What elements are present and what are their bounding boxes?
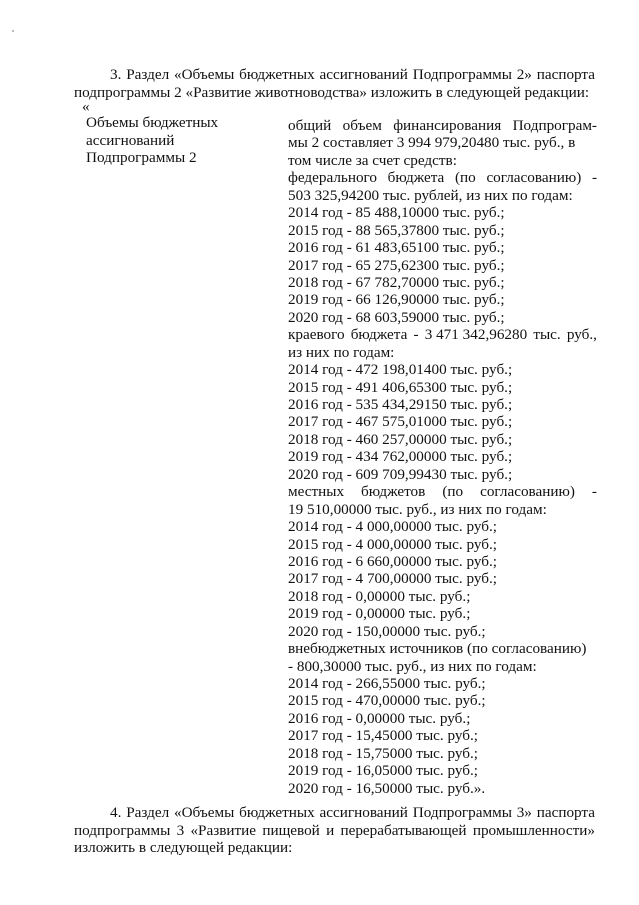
local-year-row: 2014 год - 4 000,00000 тыс. руб.;	[288, 518, 497, 536]
local-year-row: 2017 год - 4 700,00000 тыс. руб.;	[288, 570, 497, 588]
regional-year-row: 2019 год - 434 762,00000 тыс. руб.;	[288, 448, 513, 466]
general-volume-line-2: мы 2 составляет 3 994 979,20480 тыс. руб., в	[288, 134, 576, 152]
word: 3 471 342,96280	[424, 326, 528, 344]
section-3-intro-text: 3. Раздел «Объемы бюджетных ассигнований Подпрограммы 2» паспорта подпрограммы 2 «Развитие животноводства» изложить в следующей редакции:	[74, 66, 595, 101]
budget-label-line: Объемы бюджетных	[86, 114, 219, 131]
word: тыс.	[533, 326, 561, 344]
regional-year-row: 2018 год - 460 257,00000 тыс. руб.;	[288, 430, 513, 448]
word: (по	[442, 483, 464, 501]
extrabudget-year-row: 2014 год - 266,55000 тыс. руб.;	[288, 675, 486, 692]
scan-speck	[12, 30, 14, 32]
federal-year-row: 2017 год - 65 275,62300 тыс. руб.;	[288, 256, 505, 274]
local-budget-line-1	[288, 483, 597, 500]
word: -	[591, 169, 597, 187]
federal-budget-line-2: 503 325,94200 тыс. рублей, из них по годам:	[288, 186, 573, 204]
extrabudget-year-row: 2015 год - 470,00000 тыс. руб.;	[288, 692, 486, 710]
regional-budget-line-2: из них по годам:	[288, 343, 395, 361]
budget-label-line: ассигнований	[86, 131, 175, 149]
extrabudget-year-row: 2018 год - 15,75000 тыс. руб.;	[288, 744, 479, 762]
extrabudget-year-row: 2016 год - 0,00000 тыс. руб.;	[288, 709, 471, 727]
section-3-intro	[74, 66, 595, 101]
word: краевого	[288, 326, 345, 344]
federal-year-row: 2016 год - 61 483,65100 тыс. руб.;	[288, 239, 505, 257]
regional-year-row: 2014 год - 472 198,01400 тыс. руб.;	[288, 361, 513, 379]
budget-label	[86, 114, 256, 167]
regional-budget-line-1	[288, 326, 597, 343]
regional-year-row: 2020 год - 609 709,99430 тыс. руб.;	[288, 465, 513, 483]
word: федерального	[288, 169, 377, 187]
opening-quote: «	[82, 98, 90, 115]
extrabudget-year-row: 2017 год - 15,45000 тыс. руб.;	[288, 727, 479, 745]
section-4-intro	[74, 804, 595, 857]
local-year-row: 2016 год - 6 660,00000 тыс. руб.;	[288, 552, 497, 570]
local-year-row: 2020 год - 150,00000 тыс. руб.;	[288, 622, 486, 640]
word: руб.,	[566, 326, 597, 344]
word: -	[413, 326, 419, 344]
extrabudget-line-2: - 800,30000 тыс. руб., из них по годам:	[288, 657, 537, 675]
word: Подпрограм-	[512, 117, 597, 134]
extrabudget-year-row: 2020 год - 16,50000 тыс. руб.».	[288, 779, 486, 797]
word: бюджета	[387, 169, 445, 187]
federal-year-row: 2018 год - 67 782,70000 тыс. руб.;	[288, 273, 505, 291]
section-4-intro-text: 4. Раздел «Объемы бюджетных ассигнований Подпрограммы 3» паспорта подпрограммы 3 «Развитие пищевой и перерабатывающей промышленности» изложить в следующей редакции:	[74, 804, 595, 856]
word: бюджета	[350, 326, 408, 344]
local-year-row: 2018 год - 0,00000 тыс. руб.;	[288, 587, 471, 605]
local-budget-line-2: 19 510,00000 тыс. руб., из них по годам:	[288, 500, 547, 518]
word: объем	[342, 117, 382, 134]
local-year-row: 2015 год - 4 000,00000 тыс. руб.;	[288, 535, 497, 553]
federal-year-row: 2019 год - 66 126,90000 тыс. руб.;	[288, 291, 505, 309]
word: согласованию)	[486, 169, 582, 187]
extrabudget-line-1: внебюджетных источников (по согласованию)	[288, 640, 587, 658]
extrabudget-year-row: 2019 год - 16,05000 тыс. руб.;	[288, 762, 479, 780]
regional-year-row: 2015 год - 491 406,65300 тыс. руб.;	[288, 378, 513, 396]
word: -	[591, 483, 597, 501]
regional-year-row: 2017 год - 467 575,01000 тыс. руб.;	[288, 413, 513, 431]
word: финансирования	[393, 117, 502, 134]
federal-budget-line-1	[288, 169, 597, 186]
word: местных	[288, 483, 345, 501]
budget-details	[288, 117, 597, 797]
budget-label-line: Подпрограммы 2	[86, 149, 197, 166]
word: общий	[288, 117, 332, 134]
federal-year-row: 2014 год - 85 488,10000 тыс. руб.;	[288, 204, 505, 222]
general-volume-line-3: том числе за счет средств:	[288, 151, 457, 169]
word: (по	[454, 169, 476, 187]
general-volume-line-1	[288, 117, 597, 134]
word: согласованию)	[480, 483, 575, 501]
word: бюджетов	[361, 483, 426, 501]
federal-year-row: 2015 год - 88 565,37800 тыс. руб.;	[288, 221, 505, 239]
regional-year-row: 2016 год - 535 434,29150 тыс. руб.;	[288, 396, 513, 413]
local-year-row: 2019 год - 0,00000 тыс. руб.;	[288, 605, 471, 623]
federal-year-row: 2020 год - 68 603,59000 тыс. руб.;	[288, 308, 505, 326]
